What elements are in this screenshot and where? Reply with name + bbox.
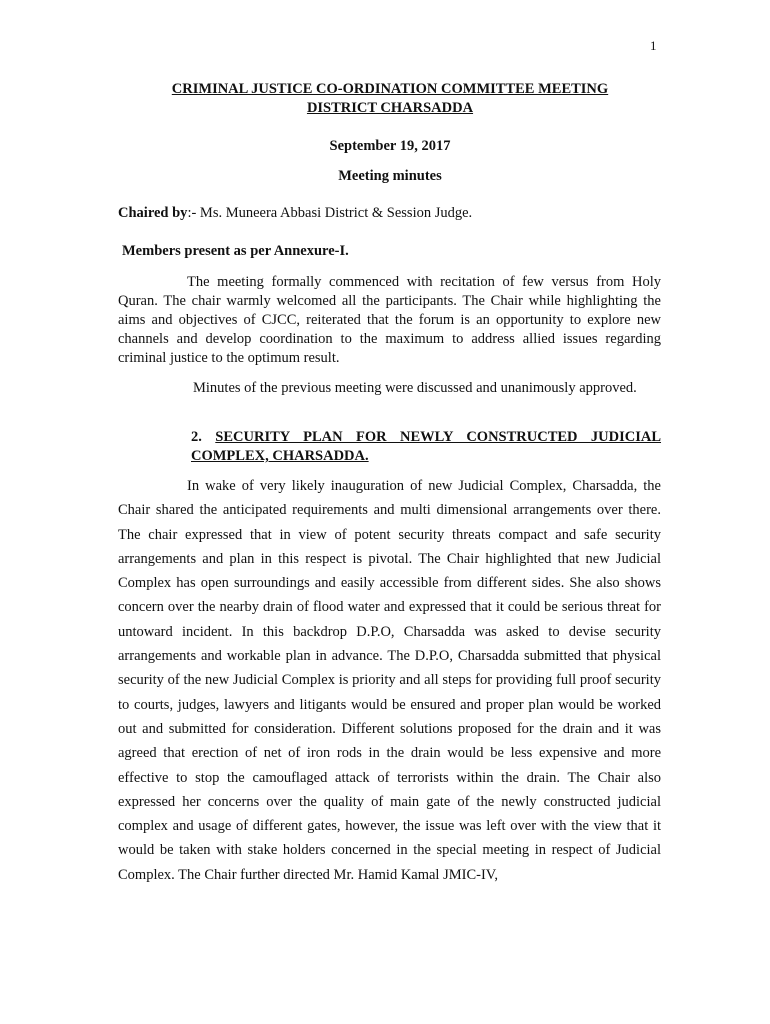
members-present: Members present as per Annexure-I.: [122, 243, 349, 259]
section-2-number: 2.: [191, 429, 216, 445]
paragraph-previous-minutes: Minutes of the previous meeting were discussed and unanimously approved.: [193, 380, 637, 396]
chaired-by-label: Chaired by: [118, 205, 188, 221]
section-2-title: SECURITY PLAN FOR NEWLY CONSTRUCTED JUDICIAL COMPLEX, CHARSADDA.: [191, 429, 662, 464]
title-line-1: CRIMINAL JUSTICE CO-ORDINATION COMMITTEE MEETING: [171, 81, 609, 97]
page-number: 1: [650, 38, 657, 53]
chaired-by: [118, 205, 472, 222]
title-line-2: DISTRICT CHARSADDA: [306, 100, 474, 116]
chaired-by-text: :- Ms. Muneera Abbasi District & Session Judge.: [187, 205, 473, 221]
section-2-heading: [191, 428, 661, 466]
paragraph-opening: The meeting formally commenced with recitation of few versus from Holy Quran. The chair warmly welcomed all the participants. The Chair while highlighting the aims and objectives of CJCC, reiterated that the forum is an opportunity to explore new channels and develop coordination to the maximum to address allied issues regarding criminal justice to the optimum result.: [118, 274, 661, 366]
paragraph-security-plan: In wake of very likely inauguration of new Judicial Complex, Charsadda, the Chair shared the anticipated requirements and multi dimensional arrangements over there. The chair expressed that in view of potent security threats compact and safe security arrangements and plan in this respect is pivotal. The Chair highlighted that new Judicial Complex has open surroundings and easily accessible from different sides. She also shows concern over the nearby drain of flood water and expressed that it could be serious threat for untoward incident. In this backdrop D.P.O, Charsadda was asked to devise security arrangements and workable plan in advance. The D.P.O, Charsadda submitted that physical security of the new Judicial Complex is priority and all steps for providing full proof security to courts, judges, lawyers and litigants would be ensured and proper plan would be worked out and submitted for consideration. Different solutions proposed for the drain and it was agreed that erection of net of iron rods in the drain would be less expensive and more effective to stop the camouflaged attack of terrorists within the drain. The Chair also expressed her concerns over the quality of main gate of the newly constructed judicial complex and usage of different gates, however, the issue was left over with the view that it would be taken with stake holders concerned in the special meeting in respect of Judicial Complex. The Chair further directed Mr. Hamid Kamal JMIC-IV,: [118, 478, 661, 883]
meeting-date: September 19, 2017: [329, 138, 451, 154]
meeting-subtitle: Meeting minutes: [338, 168, 442, 184]
